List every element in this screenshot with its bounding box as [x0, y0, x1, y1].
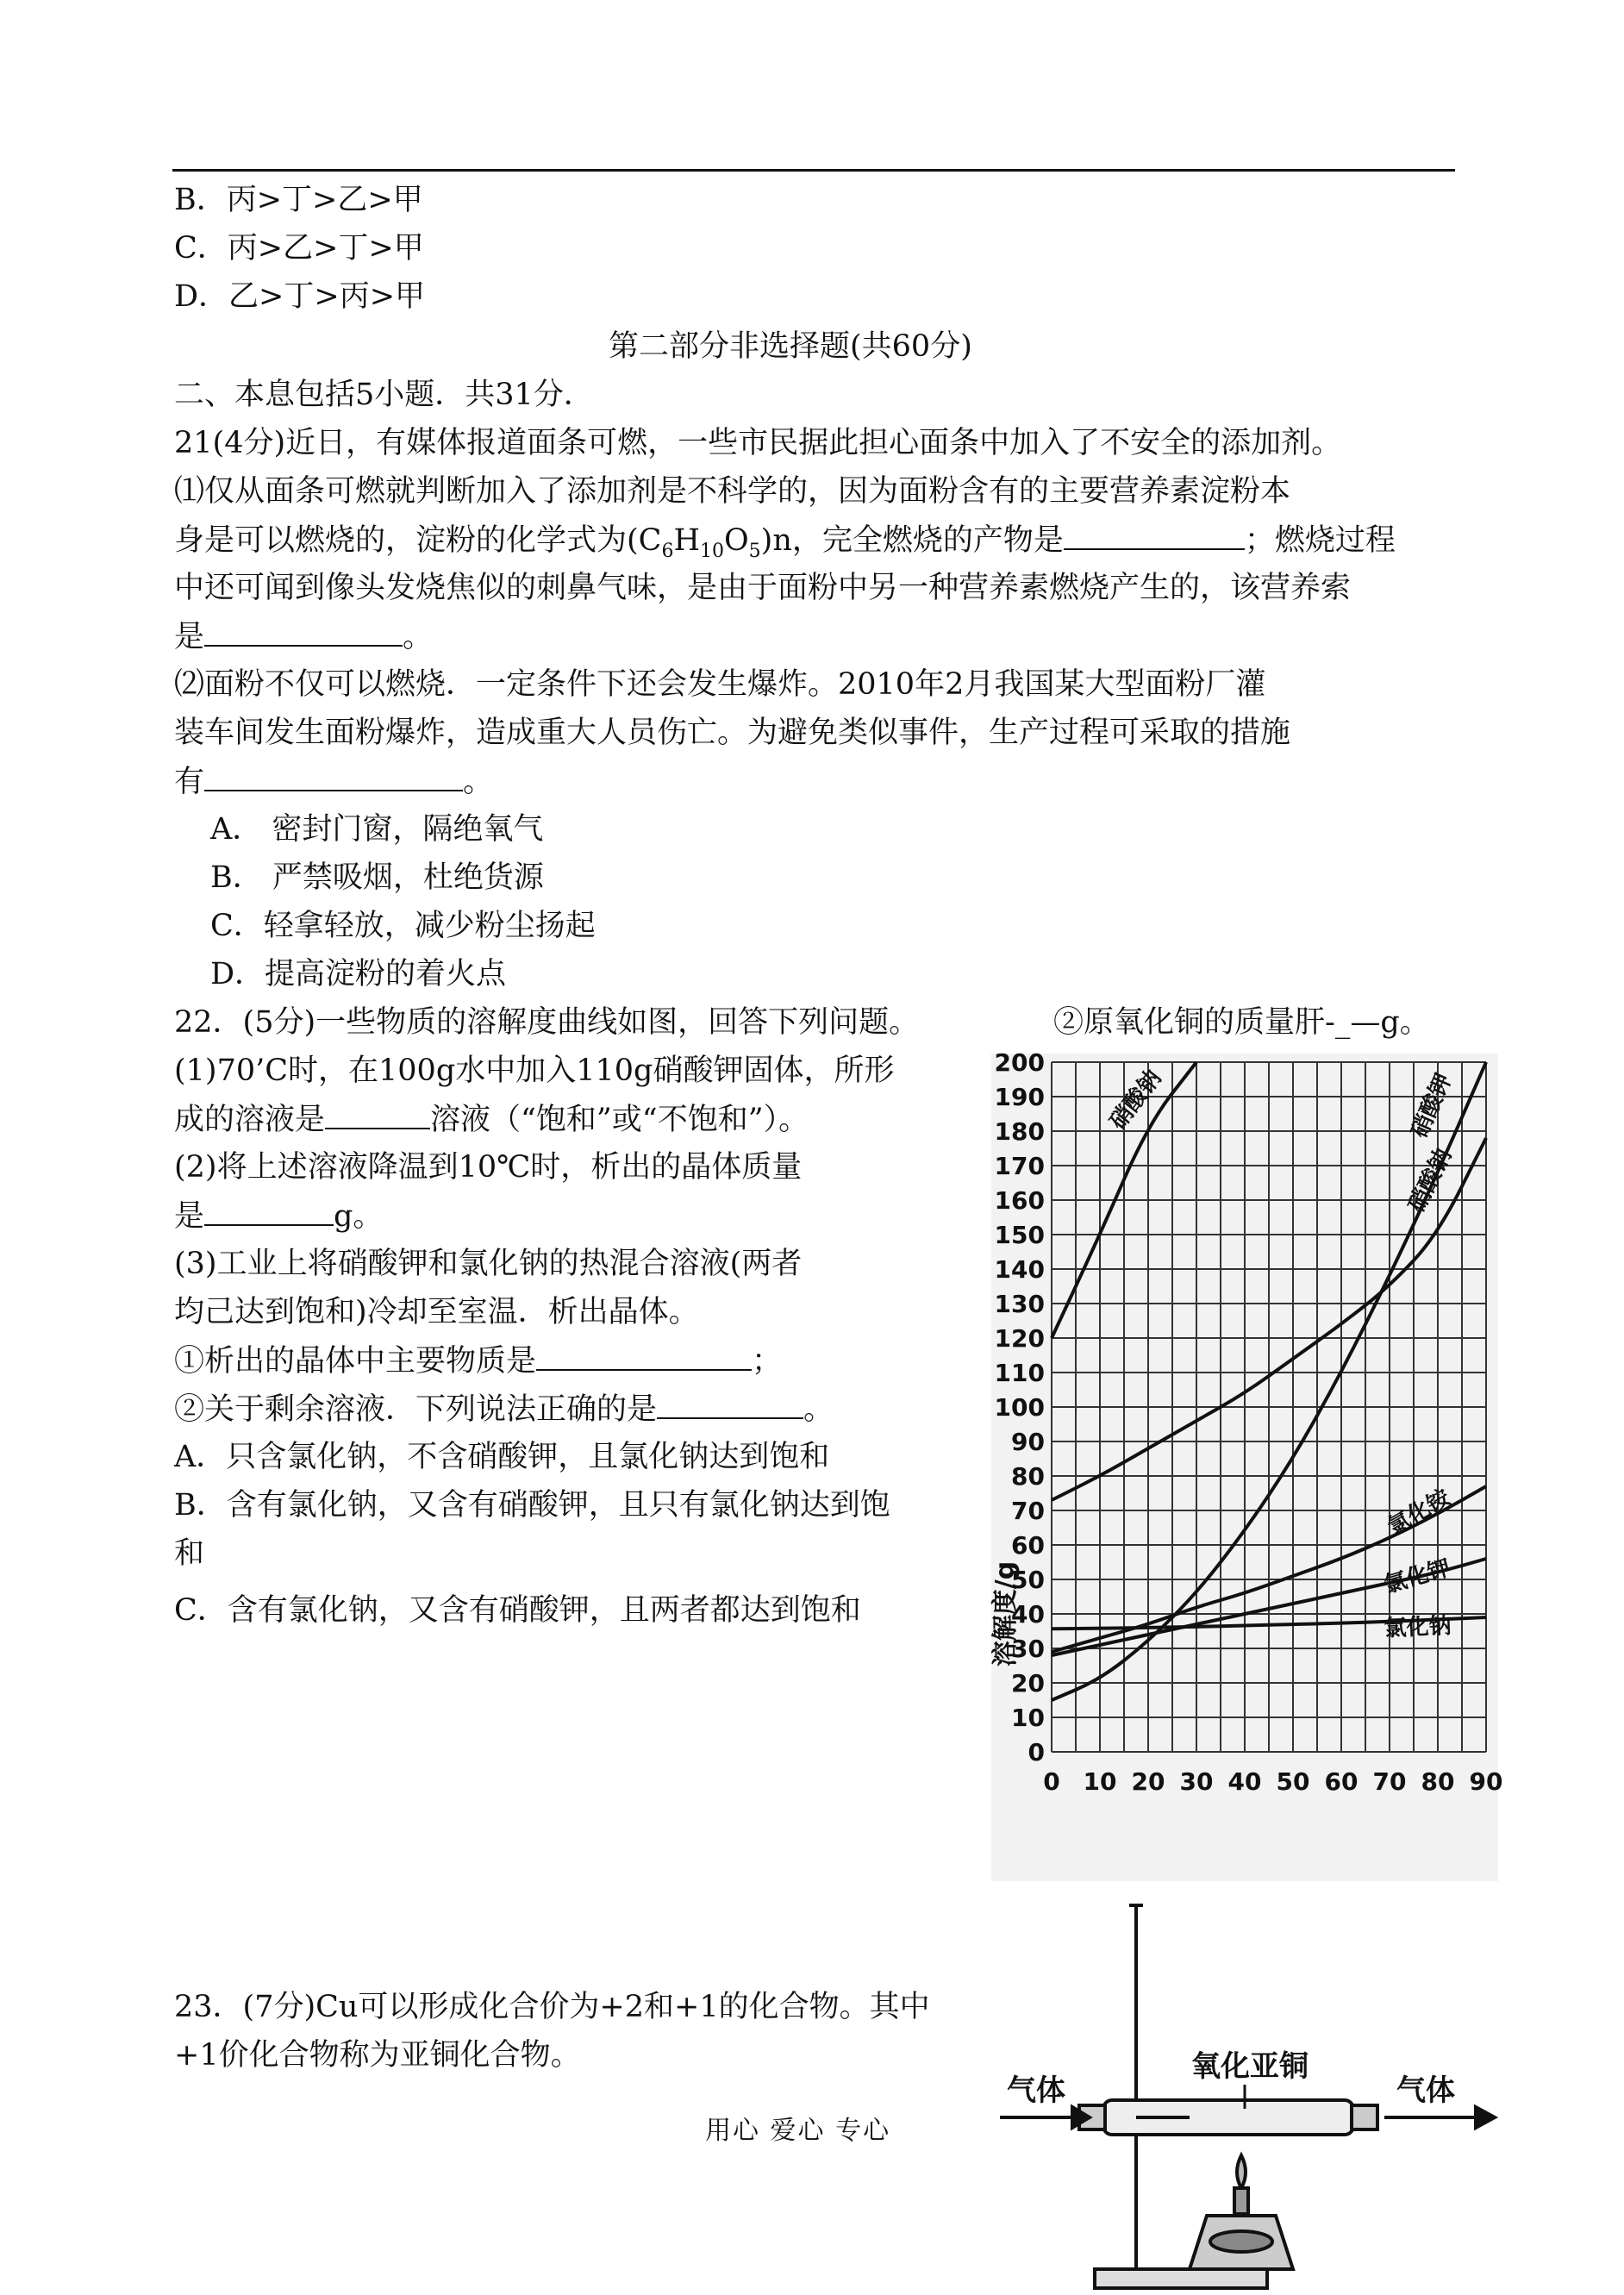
- q21-choice-d: D．提高淀粉的着火点: [210, 957, 507, 991]
- option-d: D．乙>丁>丙>甲: [174, 279, 426, 314]
- q22-side-note: ②原氧化铜的质量肝-_—g。: [1053, 1005, 1430, 1040]
- y-tick-label: 100: [994, 1393, 1045, 1422]
- y-tick-label: 150: [994, 1221, 1045, 1249]
- q21-text: 。: [403, 620, 434, 654]
- q22-text: ②关于剩余溶液．下列说法正确的是: [174, 1392, 658, 1427]
- page-footer: 用心 爱心 专心: [705, 2116, 891, 2146]
- q21-choice-a: A． 密封门窗，隔绝氧气: [210, 812, 544, 847]
- curve-label-4: 氯化钾: [1381, 1554, 1453, 1599]
- part-title: 第二部分非选择题(共60分): [609, 329, 972, 364]
- q21-text: )n，完全燃烧的产物是: [760, 523, 1064, 558]
- answer-blank-saturation[interactable]: [325, 1100, 430, 1129]
- q22-text: 成的溶液是: [174, 1103, 326, 1137]
- q21-part1-line4: [174, 617, 433, 656]
- q21-text: ；燃烧过程: [1244, 523, 1396, 558]
- q22-s1-line1: (1)70’C时，在100g水中加入110g硝酸钾固体，所形: [174, 1054, 895, 1088]
- q21-part1-line1: ⑴仅从面条可燃就判断加入了添加剂是不科学的，因为面粉含有的主要营养素淀粉本: [174, 474, 1291, 509]
- option-c: C．丙>乙>丁>甲: [174, 231, 424, 266]
- y-tick-label: 90: [1011, 1428, 1045, 1456]
- y-tick-label: 40: [1011, 1600, 1045, 1629]
- q21-intro: 21(4分)近日，有媒体报道面条可燃，一些市民据此担心面条中加入了不安全的添加剂。: [174, 426, 1342, 460]
- y-tick-label: 180: [994, 1117, 1045, 1146]
- q22-s1-line2: [174, 1100, 809, 1139]
- q21-text: 是: [174, 620, 205, 654]
- curve-label-5: 氯化钠: [1384, 1613, 1452, 1642]
- x-tick-label: 10: [1083, 1767, 1117, 1796]
- reaction-tube: [1079, 2100, 1377, 2135]
- q21-text: 。: [463, 765, 494, 799]
- formula-element: O: [723, 523, 749, 558]
- answer-blank-crystal-mass[interactable]: [204, 1197, 334, 1226]
- curve-label-0: 硝酸钠: [1104, 1065, 1167, 1135]
- q21-part2-line2: 装车间发生面粉爆炸，造成重大人员伤亡。为避免类似事件，生产过程可采取的措施: [174, 716, 1291, 750]
- q22-s3-line2: 均己达到饱和)冷却至室温．析出晶体。: [174, 1295, 699, 1329]
- q22-text: 是: [174, 1199, 205, 1234]
- answer-blank-correct-statement[interactable]: [657, 1390, 803, 1419]
- spirit-lamp: [1190, 2155, 1293, 2269]
- y-tick-label: 170: [994, 1152, 1045, 1180]
- q21-choice-c: C．轻拿轻放，减少粉尘扬起: [210, 909, 596, 943]
- formula-subscript: 5: [748, 541, 761, 562]
- q21-part1-line2: [174, 521, 1396, 571]
- y-tick-label: 10: [1011, 1704, 1045, 1732]
- apparatus-diagram: [1000, 1897, 1500, 2295]
- answer-blank-main-substance[interactable]: [536, 1341, 752, 1371]
- q23-line2: +1价化合物称为亚铜化合物。: [174, 2038, 581, 2073]
- x-tick-label: 90: [1469, 1767, 1503, 1796]
- answer-blank-measures[interactable]: [204, 762, 463, 791]
- section-heading: 二、本息包括5小题．共31分．: [174, 378, 594, 412]
- q23-line1: 23．(7分)Cu可以形成化合价为+2和+1的化合物。其中: [174, 1990, 930, 2024]
- q22-text: ①析出的晶体中主要物质是: [174, 1344, 537, 1379]
- x-tick-label: 40: [1227, 1767, 1262, 1796]
- q22-text: 溶液（“饱和”或“不饱和”）。: [430, 1103, 809, 1137]
- q22-text: g。: [334, 1199, 384, 1234]
- q22-option-b-cont: 和: [174, 1536, 205, 1571]
- formula-element: H: [673, 523, 700, 558]
- gas-arrow-out: [1384, 2107, 1495, 2128]
- y-tick-label: 110: [994, 1359, 1045, 1387]
- x-tick-label: 30: [1179, 1767, 1214, 1796]
- y-tick-label: 200: [994, 1048, 1045, 1077]
- y-tick-label: 160: [994, 1186, 1045, 1215]
- x-tick-label: 70: [1372, 1767, 1407, 1796]
- y-tick-label: 50: [1011, 1566, 1045, 1594]
- q22-s3-i: [174, 1341, 782, 1380]
- x-tick-label: 0: [1043, 1767, 1060, 1796]
- formula-subscript: 10: [699, 541, 724, 562]
- gas-arrow-in: [1000, 2107, 1090, 2128]
- q21-text: 身是可以燃烧的，淀粉的化学式为(C: [174, 523, 662, 558]
- q22-text: ；: [752, 1344, 783, 1379]
- q22-s3-line1: (3)工业上将硝酸钾和氯化钠的热混合溶液(两者: [174, 1247, 803, 1281]
- apparatus-label-cu2o: 氧化亚铜: [1191, 2049, 1309, 2084]
- x-tick-label: 60: [1324, 1767, 1359, 1796]
- x-tick-label: 20: [1131, 1767, 1165, 1796]
- q21-part1-line3: 中还可闻到像头发烧焦似的刺鼻气味，是由于面粉中另一种营养素燃烧产生的，该营养索: [174, 571, 1352, 605]
- y-tick-label: 130: [994, 1290, 1045, 1318]
- formula-subscript: 6: [661, 541, 674, 562]
- y-tick-label: 120: [994, 1324, 1045, 1353]
- y-tick-label: 30: [1011, 1635, 1045, 1663]
- q21-text: 有: [174, 765, 205, 799]
- y-tick-label: 70: [1011, 1497, 1045, 1525]
- y-tick-label: 20: [1011, 1669, 1045, 1698]
- q21-part2-line3: [174, 762, 493, 801]
- q22-option-c: C．含有氯化钠，又含有硝酸钾，且两者都达到饱和: [174, 1593, 861, 1628]
- q22-s2-line1: (2)将上述溶液降温到10℃时，析出的晶体质量: [174, 1150, 803, 1185]
- curve-label-1: 硝酸钾: [1406, 1069, 1458, 1142]
- q21-part2-line1: ⑵面粉不仅可以燃烧．一定条件下还会发生爆炸。2010年2月我国某大型面粉厂灌: [174, 667, 1266, 702]
- y-tick-label: 60: [1011, 1531, 1045, 1560]
- y-tick-label: 0: [1027, 1738, 1045, 1767]
- y-tick-label: 190: [994, 1083, 1045, 1111]
- y-tick-label: 140: [994, 1255, 1045, 1284]
- option-b: B．丙>丁>乙>甲: [174, 183, 423, 217]
- header-rule: [172, 169, 1455, 172]
- q22-s3-ii: [174, 1390, 834, 1429]
- curve-label-3: 氯化铵: [1383, 1485, 1455, 1541]
- q22-s2-line2: [174, 1197, 383, 1235]
- answer-blank-nutrient[interactable]: [204, 617, 403, 647]
- apparatus-label-gas-in: 气体: [1007, 2073, 1065, 2108]
- q22-option-a: A．只含氯化钠，不含硝酸钾，且氯化钠达到饱和: [174, 1440, 830, 1474]
- x-tick-label: 50: [1276, 1767, 1310, 1796]
- q21-choice-b: B． 严禁吸烟，杜绝货源: [210, 860, 544, 895]
- curve-label-2: 硝酸钠: [1403, 1144, 1458, 1216]
- q22-text: 。: [803, 1392, 834, 1427]
- apparatus-label-gas-out: 气体: [1396, 2073, 1455, 2108]
- y-tick-label: 80: [1011, 1462, 1045, 1491]
- y-axis-label: 溶解度/g: [990, 1560, 1021, 1667]
- answer-blank-combustion-products[interactable]: [1064, 521, 1245, 550]
- x-tick-label: 80: [1421, 1767, 1455, 1796]
- solubility-chart: [990, 1048, 1503, 1881]
- q22-option-b: B．含有氯化钠，又含有硝酸钾，且只有氯化钠达到饱: [174, 1488, 890, 1523]
- q22-intro: 22．(5分)一些物质的溶解度曲线如图，回答下列问题。: [174, 1005, 920, 1040]
